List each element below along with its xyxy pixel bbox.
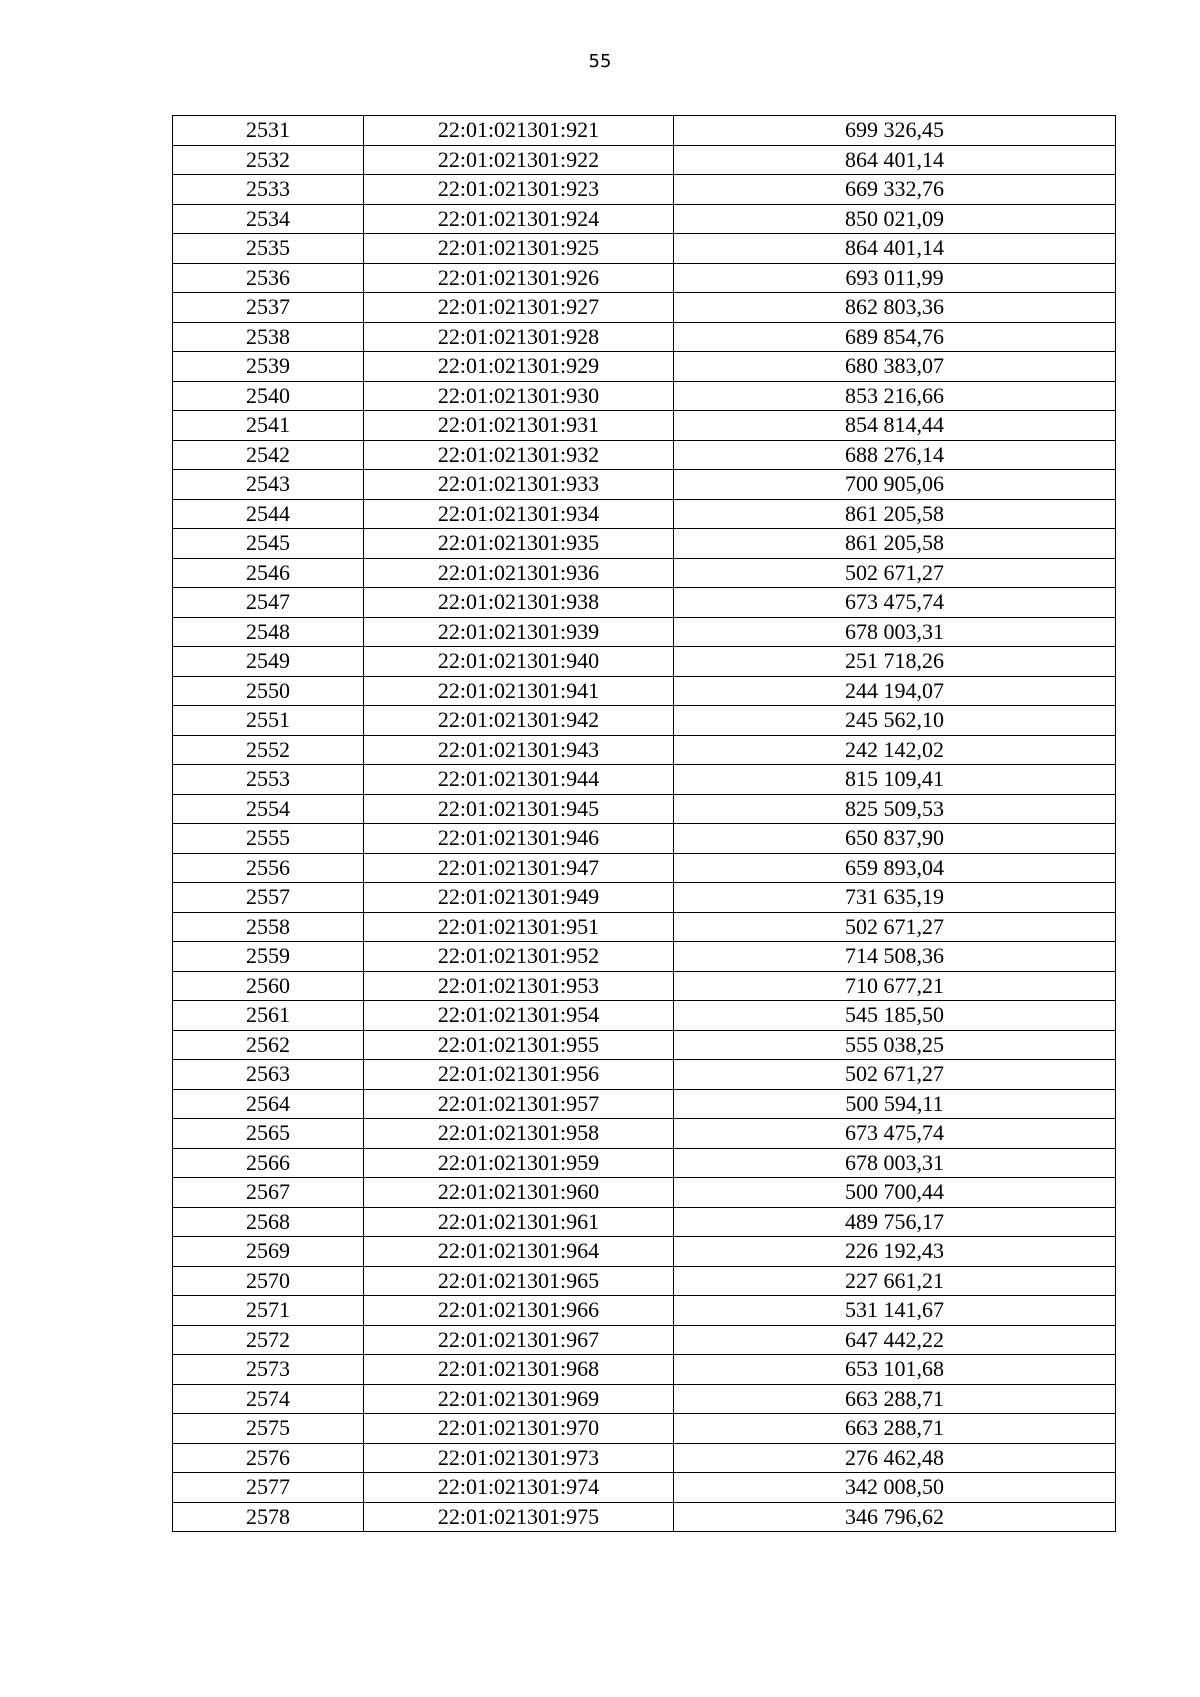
row-number-cell: 2540	[173, 381, 364, 411]
table-row	[173, 1266, 1116, 1296]
cadastral-number-cell: 22:01:021301:951	[364, 912, 674, 942]
cadastral-number-cell: 22:01:021301:925	[364, 234, 674, 264]
cadastral-number-cell: 22:01:021301:944	[364, 765, 674, 795]
row-number-cell: 2554	[173, 794, 364, 824]
cadastral-value-cell: 663 288,71	[674, 1414, 1116, 1444]
cadastral-value-cell: 555 038,25	[674, 1030, 1116, 1060]
cadastral-number-cell: 22:01:021301:922	[364, 145, 674, 175]
cadastral-number-cell: 22:01:021301:947	[364, 853, 674, 883]
table-row	[173, 116, 1116, 146]
table-row	[173, 883, 1116, 913]
row-number-cell: 2533	[173, 175, 364, 205]
row-number-cell: 2550	[173, 676, 364, 706]
cadastral-number-cell: 22:01:021301:973	[364, 1443, 674, 1473]
cadastral-number-cell: 22:01:021301:929	[364, 352, 674, 382]
table-row	[173, 1384, 1116, 1414]
cadastral-value-cell: 500 700,44	[674, 1178, 1116, 1208]
cadastral-value-cell: 647 442,22	[674, 1325, 1116, 1355]
row-number-cell: 2568	[173, 1207, 364, 1237]
cadastral-value-cell: 650 837,90	[674, 824, 1116, 854]
table-row	[173, 1030, 1116, 1060]
row-number-cell: 2534	[173, 204, 364, 234]
cadastral-number-cell: 22:01:021301:974	[364, 1473, 674, 1503]
row-number-cell: 2544	[173, 499, 364, 529]
cadastral-number-cell: 22:01:021301:968	[364, 1355, 674, 1385]
cadastral-number-cell: 22:01:021301:932	[364, 440, 674, 470]
cadastral-number-cell: 22:01:021301:941	[364, 676, 674, 706]
cadastral-value-cell: 699 326,45	[674, 116, 1116, 146]
row-number-cell: 2531	[173, 116, 364, 146]
cadastral-number-cell: 22:01:021301:930	[364, 381, 674, 411]
table-row	[173, 824, 1116, 854]
cadastral-value-cell: 673 475,74	[674, 1119, 1116, 1149]
cadastral-number-cell: 22:01:021301:926	[364, 263, 674, 293]
row-number-cell: 2563	[173, 1060, 364, 1090]
row-number-cell: 2543	[173, 470, 364, 500]
cadastral-number-cell: 22:01:021301:935	[364, 529, 674, 559]
table-row	[173, 853, 1116, 883]
cadastral-value-cell: 861 205,58	[674, 529, 1116, 559]
row-number-cell: 2541	[173, 411, 364, 441]
table-row	[173, 352, 1116, 382]
cadastral-number-cell: 22:01:021301:946	[364, 824, 674, 854]
cadastral-value-cell: 653 101,68	[674, 1355, 1116, 1385]
cadastral-value-cell: 244 194,07	[674, 676, 1116, 706]
row-number-cell: 2573	[173, 1355, 364, 1385]
cadastral-number-cell: 22:01:021301:975	[364, 1502, 674, 1532]
cadastral-number-cell: 22:01:021301:969	[364, 1384, 674, 1414]
row-number-cell: 2551	[173, 706, 364, 736]
row-number-cell: 2565	[173, 1119, 364, 1149]
row-number-cell: 2560	[173, 971, 364, 1001]
cadastral-value-cell: 731 635,19	[674, 883, 1116, 913]
cadastral-value-cell: 714 508,36	[674, 942, 1116, 972]
table-row	[173, 499, 1116, 529]
row-number-cell: 2542	[173, 440, 364, 470]
cadastral-number-cell: 22:01:021301:964	[364, 1237, 674, 1267]
cadastral-number-cell: 22:01:021301:945	[364, 794, 674, 824]
table-row	[173, 411, 1116, 441]
row-number-cell: 2535	[173, 234, 364, 264]
cadastral-number-cell: 22:01:021301:934	[364, 499, 674, 529]
cadastral-value-cell: 489 756,17	[674, 1207, 1116, 1237]
table-row	[173, 1178, 1116, 1208]
table-row	[173, 942, 1116, 972]
table-row	[173, 912, 1116, 942]
row-number-cell: 2532	[173, 145, 364, 175]
cadastral-number-cell: 22:01:021301:967	[364, 1325, 674, 1355]
cadastral-value-cell: 502 671,27	[674, 912, 1116, 942]
cadastral-value-cell: 710 677,21	[674, 971, 1116, 1001]
row-number-cell: 2552	[173, 735, 364, 765]
table-row	[173, 1148, 1116, 1178]
row-number-cell: 2569	[173, 1237, 364, 1267]
table-row	[173, 558, 1116, 588]
cadastral-number-cell: 22:01:021301:959	[364, 1148, 674, 1178]
cadastral-number-cell: 22:01:021301:927	[364, 293, 674, 323]
row-number-cell: 2578	[173, 1502, 364, 1532]
table-row	[173, 529, 1116, 559]
table-row	[173, 440, 1116, 470]
table-row	[173, 647, 1116, 677]
cadastral-number-cell: 22:01:021301:936	[364, 558, 674, 588]
row-number-cell: 2553	[173, 765, 364, 795]
cadastral-value-table	[172, 115, 1116, 1532]
row-number-cell: 2566	[173, 1148, 364, 1178]
table-row	[173, 588, 1116, 618]
cadastral-number-cell: 22:01:021301:921	[364, 116, 674, 146]
cadastral-value-cell: 850 021,09	[674, 204, 1116, 234]
cadastral-number-cell: 22:01:021301:933	[364, 470, 674, 500]
cadastral-value-cell: 500 594,11	[674, 1089, 1116, 1119]
row-number-cell: 2570	[173, 1266, 364, 1296]
cadastral-number-cell: 22:01:021301:940	[364, 647, 674, 677]
cadastral-value-cell: 545 185,50	[674, 1001, 1116, 1031]
table-row	[173, 1207, 1116, 1237]
row-number-cell: 2549	[173, 647, 364, 677]
table-row	[173, 1473, 1116, 1503]
table-row	[173, 617, 1116, 647]
cadastral-value-cell: 700 905,06	[674, 470, 1116, 500]
table-row	[173, 381, 1116, 411]
cadastral-value-cell: 680 383,07	[674, 352, 1116, 382]
cadastral-number-cell: 22:01:021301:949	[364, 883, 674, 913]
row-number-cell: 2575	[173, 1414, 364, 1444]
row-number-cell: 2564	[173, 1089, 364, 1119]
cadastral-number-cell: 22:01:021301:970	[364, 1414, 674, 1444]
row-number-cell: 2559	[173, 942, 364, 972]
table-row	[173, 234, 1116, 264]
row-number-cell: 2546	[173, 558, 364, 588]
table-row	[173, 293, 1116, 323]
table-row	[173, 204, 1116, 234]
page-number: 55	[588, 51, 612, 72]
row-number-cell: 2574	[173, 1384, 364, 1414]
cadastral-number-cell: 22:01:021301:955	[364, 1030, 674, 1060]
row-number-cell: 2538	[173, 322, 364, 352]
row-number-cell: 2547	[173, 588, 364, 618]
cadastral-value-cell: 276 462,48	[674, 1443, 1116, 1473]
row-number-cell: 2571	[173, 1296, 364, 1326]
table-row	[173, 1414, 1116, 1444]
row-number-cell: 2539	[173, 352, 364, 382]
table-row	[173, 1119, 1116, 1149]
cadastral-value-cell: 673 475,74	[674, 588, 1116, 618]
table-row	[173, 1237, 1116, 1267]
cadastral-number-cell: 22:01:021301:923	[364, 175, 674, 205]
row-number-cell: 2557	[173, 883, 364, 913]
cadastral-number-cell: 22:01:021301:960	[364, 1178, 674, 1208]
cadastral-value-cell: 342 008,50	[674, 1473, 1116, 1503]
cadastral-value-cell: 669 332,76	[674, 175, 1116, 205]
cadastral-value-cell: 864 401,14	[674, 234, 1116, 264]
cadastral-value-cell: 854 814,44	[674, 411, 1116, 441]
cadastral-value-cell: 864 401,14	[674, 145, 1116, 175]
cadastral-value-cell: 689 854,76	[674, 322, 1116, 352]
table-row	[173, 1355, 1116, 1385]
cadastral-number-cell: 22:01:021301:966	[364, 1296, 674, 1326]
cadastral-number-cell: 22:01:021301:958	[364, 1119, 674, 1149]
cadastral-value-cell: 688 276,14	[674, 440, 1116, 470]
table-row	[173, 1443, 1116, 1473]
cadastral-number-cell: 22:01:021301:943	[364, 735, 674, 765]
cadastral-number-cell: 22:01:021301:942	[364, 706, 674, 736]
row-number-cell: 2558	[173, 912, 364, 942]
row-number-cell: 2548	[173, 617, 364, 647]
table-row	[173, 1060, 1116, 1090]
cadastral-value-cell: 502 671,27	[674, 1060, 1116, 1090]
cadastral-value-cell: 815 109,41	[674, 765, 1116, 795]
cadastral-value-cell: 862 803,36	[674, 293, 1116, 323]
cadastral-value-cell: 226 192,43	[674, 1237, 1116, 1267]
row-number-cell: 2545	[173, 529, 364, 559]
cadastral-number-cell: 22:01:021301:938	[364, 588, 674, 618]
table-row	[173, 676, 1116, 706]
table-row	[173, 735, 1116, 765]
row-number-cell: 2555	[173, 824, 364, 854]
cadastral-value-cell: 861 205,58	[674, 499, 1116, 529]
table-row	[173, 971, 1116, 1001]
table-row	[173, 1296, 1116, 1326]
table-row	[173, 1001, 1116, 1031]
cadastral-value-cell: 227 661,21	[674, 1266, 1116, 1296]
table-row	[173, 470, 1116, 500]
cadastral-value-cell: 251 718,26	[674, 647, 1116, 677]
row-number-cell: 2537	[173, 293, 364, 323]
cadastral-value-cell: 678 003,31	[674, 617, 1116, 647]
cadastral-number-cell: 22:01:021301:957	[364, 1089, 674, 1119]
cadastral-number-cell: 22:01:021301:928	[364, 322, 674, 352]
cadastral-number-cell: 22:01:021301:952	[364, 942, 674, 972]
cadastral-value-cell: 659 893,04	[674, 853, 1116, 883]
cadastral-number-cell: 22:01:021301:961	[364, 1207, 674, 1237]
row-number-cell: 2561	[173, 1001, 364, 1031]
cadastral-value-cell: 853 216,66	[674, 381, 1116, 411]
cadastral-value-cell: 693 011,99	[674, 263, 1116, 293]
cadastral-value-cell: 502 671,27	[674, 558, 1116, 588]
table-row	[173, 794, 1116, 824]
row-number-cell: 2572	[173, 1325, 364, 1355]
table-row	[173, 765, 1116, 795]
cadastral-value-cell: 678 003,31	[674, 1148, 1116, 1178]
row-number-cell: 2576	[173, 1443, 364, 1473]
row-number-cell: 2556	[173, 853, 364, 883]
cadastral-value-cell: 825 509,53	[674, 794, 1116, 824]
cadastral-number-cell: 22:01:021301:953	[364, 971, 674, 1001]
cadastral-value-cell: 346 796,62	[674, 1502, 1116, 1532]
table-row	[173, 1089, 1116, 1119]
table-row	[173, 1502, 1116, 1532]
cadastral-number-cell: 22:01:021301:924	[364, 204, 674, 234]
table-row	[173, 1325, 1116, 1355]
table-row	[173, 175, 1116, 205]
cadastral-number-cell: 22:01:021301:965	[364, 1266, 674, 1296]
cadastral-value-cell: 663 288,71	[674, 1384, 1116, 1414]
table-row	[173, 145, 1116, 175]
cadastral-value-cell: 245 562,10	[674, 706, 1116, 736]
row-number-cell: 2536	[173, 263, 364, 293]
cadastral-number-cell: 22:01:021301:954	[364, 1001, 674, 1031]
cadastral-number-cell: 22:01:021301:931	[364, 411, 674, 441]
row-number-cell: 2562	[173, 1030, 364, 1060]
table-row	[173, 322, 1116, 352]
table-row	[173, 706, 1116, 736]
row-number-cell: 2567	[173, 1178, 364, 1208]
cadastral-value-cell: 242 142,02	[674, 735, 1116, 765]
table-row	[173, 263, 1116, 293]
cadastral-number-cell: 22:01:021301:956	[364, 1060, 674, 1090]
table-body	[173, 116, 1116, 1532]
cadastral-value-cell: 531 141,67	[674, 1296, 1116, 1326]
cadastral-number-cell: 22:01:021301:939	[364, 617, 674, 647]
row-number-cell: 2577	[173, 1473, 364, 1503]
